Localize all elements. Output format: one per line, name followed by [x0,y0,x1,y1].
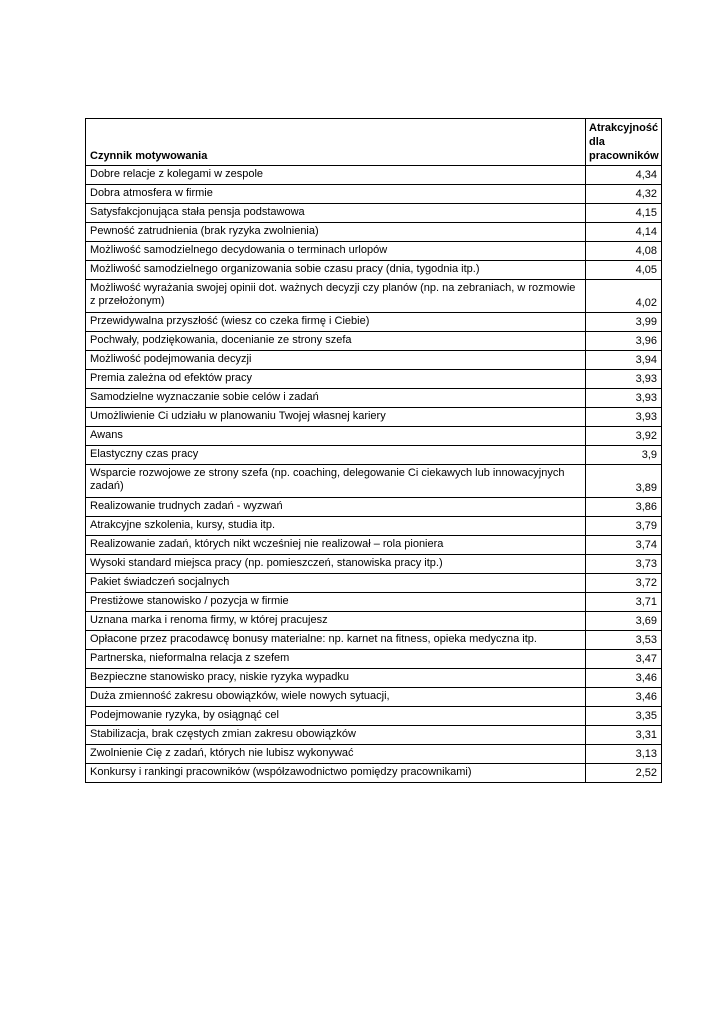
table-row [86,745,662,764]
factor-cell: Elastyczny czas pracy [86,446,586,465]
header-value-line: pracowników [589,150,659,162]
factor-cell: Realizowanie zadań, których nikt wcześniej nie realizował – rola pioniera [86,536,586,555]
factor-cell: Dobre relacje z kolegami w zespole [86,166,586,185]
table-row [86,465,662,498]
table-row [86,280,662,313]
attractiveness-value-cell: 3,53 [586,631,662,650]
table-body [86,166,662,783]
table-row [86,707,662,726]
attractiveness-value-cell: 3,72 [586,574,662,593]
attractiveness-value-cell: 4,34 [586,166,662,185]
attractiveness-value-cell: 3,93 [586,408,662,427]
table-row [86,536,662,555]
attractiveness-value-cell: 3,46 [586,688,662,707]
table-row [86,427,662,446]
table-row [86,631,662,650]
attractiveness-value-cell: 3,99 [586,313,662,332]
factor-cell: Partnerska, nieformalna relacja z szefem [86,650,586,669]
factor-cell: Premia zależna od efektów pracy [86,370,586,389]
factor-cell: Uznana marka i renoma firmy, w której pracujesz [86,612,586,631]
header-value-line: Atrakcyjność [589,122,659,134]
table-row [86,223,662,242]
attractiveness-value-cell: 4,14 [586,223,662,242]
table-row [86,446,662,465]
attractiveness-value-cell: 3,79 [586,517,662,536]
factor-cell: Możliwość wyrażania swojej opinii dot. ważnych decyzji czy planów (np. na zebraniach, w rozmowie z przełożonym) [86,280,586,313]
table-row [86,517,662,536]
attractiveness-value-cell: 3,96 [586,332,662,351]
factor-cell: Awans [86,427,586,446]
table-row [86,261,662,280]
factor-cell: Pewność zatrudnienia (brak ryzyka zwolnienia) [86,223,586,242]
attractiveness-value-cell: 3,74 [586,536,662,555]
table-row [86,574,662,593]
factor-cell: Stabilizacja, brak częstych zmian zakresu obowiązków [86,726,586,745]
table-row [86,204,662,223]
factor-cell: Zwolnienie Cię z zadań, których nie lubisz wykonywać [86,745,586,764]
attractiveness-value-cell: 4,32 [586,185,662,204]
table-row [86,726,662,745]
table-row [86,764,662,783]
factor-cell: Dobra atmosfera w firmie [86,185,586,204]
attractiveness-value-cell: 3,89 [586,465,662,498]
table-row [86,313,662,332]
attractiveness-value-cell: 3,31 [586,726,662,745]
table-row [86,408,662,427]
attractiveness-value-cell: 4,02 [586,280,662,313]
table-row [86,688,662,707]
factor-cell: Wysoki standard miejsca pracy (np. pomieszczeń, stanowiska pracy itp.) [86,555,586,574]
table-row [86,612,662,631]
table-row [86,555,662,574]
attractiveness-value-cell: 3,73 [586,555,662,574]
factor-cell: Umożliwienie Ci udziału w planowaniu Twojej własnej kariery [86,408,586,427]
factor-cell: Samodzielne wyznaczanie sobie celów i zadań [86,389,586,408]
table-row [86,242,662,261]
attractiveness-value-cell: 4,05 [586,261,662,280]
header-attractiveness [586,119,662,166]
factor-cell: Konkursy i rankingi pracowników (współzawodnictwo pomiędzy pracownikami) [86,764,586,783]
factor-cell: Możliwość podejmowania decyzji [86,351,586,370]
table-row [86,332,662,351]
table-row [86,669,662,688]
attractiveness-value-cell: 3,71 [586,593,662,612]
table-row [86,370,662,389]
attractiveness-value-cell: 3,47 [586,650,662,669]
attractiveness-value-cell: 4,15 [586,204,662,223]
table-row [86,166,662,185]
factor-cell: Przewidywalna przyszłość (wiesz co czeka firmę i Ciebie) [86,313,586,332]
motivation-factors-table [85,118,662,783]
header-factor: Czynnik motywowania [86,119,586,166]
attractiveness-value-cell: 3,94 [586,351,662,370]
factor-cell: Prestiżowe stanowisko / pozycja w firmie [86,593,586,612]
attractiveness-value-cell: 3,86 [586,498,662,517]
factor-cell: Duża zmienność zakresu obowiązków, wiele nowych sytuacji, [86,688,586,707]
attractiveness-value-cell: 3,13 [586,745,662,764]
table-row [86,351,662,370]
table-row [86,498,662,517]
table-header-row [86,119,662,166]
attractiveness-value-cell: 4,08 [586,242,662,261]
factor-cell: Podejmowanie ryzyka, by osiągnąć cel [86,707,586,726]
attractiveness-value-cell: 3,35 [586,707,662,726]
attractiveness-value-cell: 3,93 [586,389,662,408]
factor-cell: Możliwość samodzielnego decydowania o terminach urlopów [86,242,586,261]
attractiveness-value-cell: 3,92 [586,427,662,446]
attractiveness-value-cell: 3,93 [586,370,662,389]
attractiveness-value-cell: 3,69 [586,612,662,631]
factor-cell: Atrakcyjne szkolenia, kursy, studia itp. [86,517,586,536]
factor-cell: Pakiet świadczeń socjalnych [86,574,586,593]
attractiveness-value-cell: 2,52 [586,764,662,783]
table-row [86,185,662,204]
factor-cell: Satysfakcjonująca stała pensja podstawowa [86,204,586,223]
table-row [86,650,662,669]
factor-cell: Bezpieczne stanowisko pracy, niskie ryzyka wypadku [86,669,586,688]
attractiveness-value-cell: 3,46 [586,669,662,688]
factor-cell: Opłacone przez pracodawcę bonusy materialne: np. karnet na fitness, opieka medyczna itp. [86,631,586,650]
attractiveness-value-cell: 3,9 [586,446,662,465]
table-row [86,593,662,612]
header-value-line: dla [589,136,605,148]
factor-cell: Realizowanie trudnych zadań - wyzwań [86,498,586,517]
table-row [86,389,662,408]
factor-cell: Możliwość samodzielnego organizowania sobie czasu pracy (dnia, tygodnia itp.) [86,261,586,280]
factor-cell: Pochwały, podziękowania, docenianie ze strony szefa [86,332,586,351]
factor-cell: Wsparcie rozwojowe ze strony szefa (np. coaching, delegowanie Ci ciekawych lub innowacyjnych zadań) [86,465,586,498]
